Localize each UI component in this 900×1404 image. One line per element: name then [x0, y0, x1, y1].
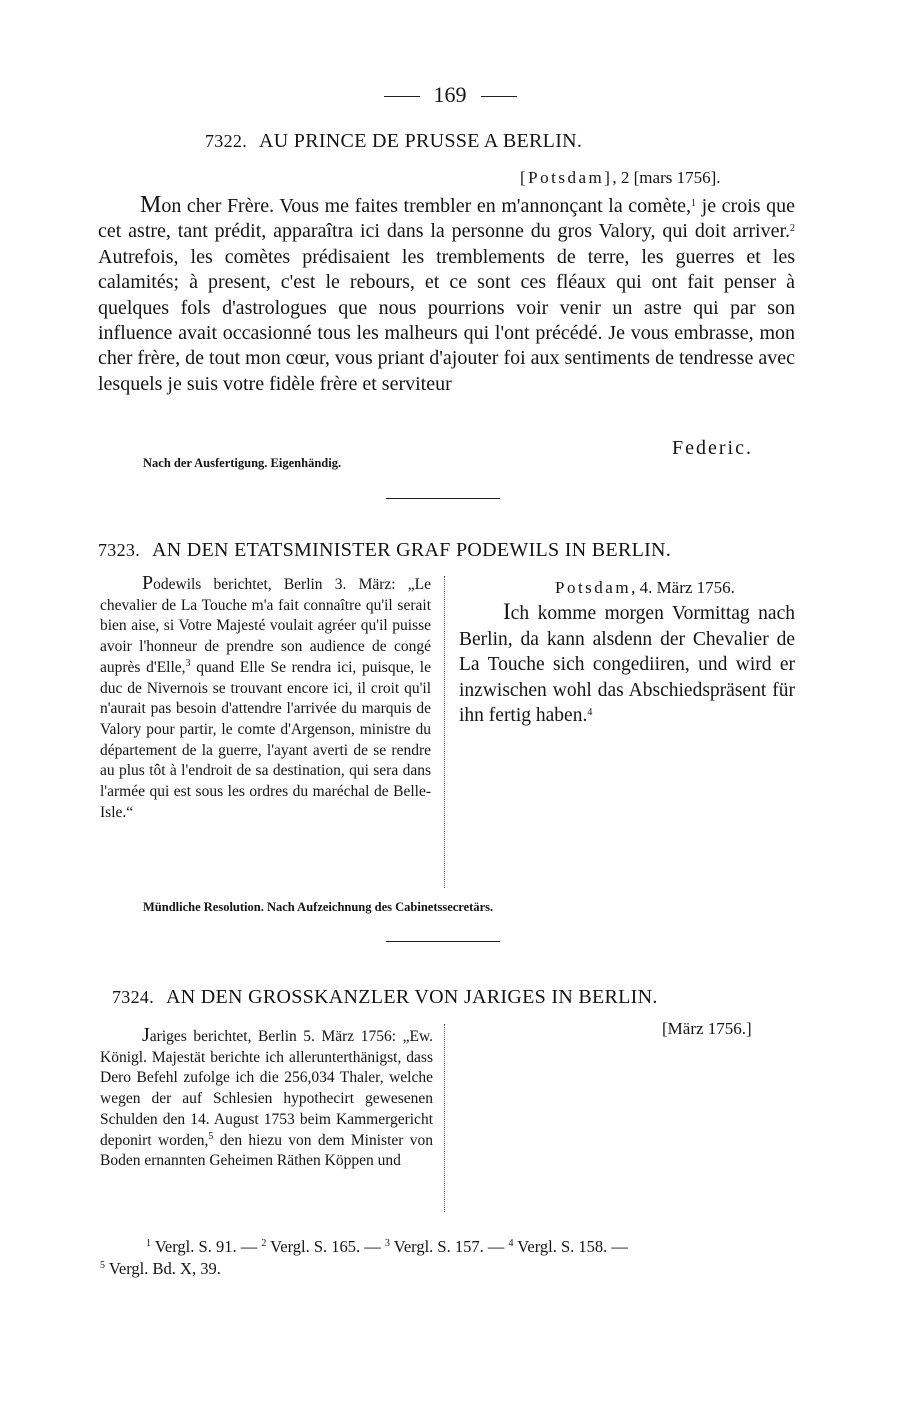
letter-7322-source-note: Nach der Ausfertigung. Eigenhändig. — [143, 456, 342, 470]
letter-7324-title: AN DEN GROSSKANZLER VON JARIGES IN BERLIN. — [166, 986, 658, 1008]
footnotes-line-1: $^1$ Vergl. S. 91. — $^2$ Vergl. S. 165. — $^3$ Vergl. S. 157. — $^4$ Vergl. S. 158. — — [146, 1237, 628, 1256]
footnote-ref-3: 3 — [185, 657, 191, 669]
letter-7322-dateline: [Potsdam], 2 [mars 1756]. — [520, 168, 721, 187]
letter-7323-reply: Ich komme morgen Vormittag nach Berlin, da kann alsdenn der Chevalier de La Touche sich congediiren, und wird er inzwischen wohl das Abschiedspräsent für ihn fertig haben.$^4$ — [459, 599, 795, 727]
letter-7322-body: Mon cher Frère. Vous me faites trembler en m'annonçant la comète,$^1$ je crois que cet astre, tant prédit, apparaîtra ici dans la personne du gros Valory, qui doit arriver.$^2$ Autrefois, les comètes prédisaient les tremblements de terre, les guerres et les calamités; à present, c'est le rebours, et ce sont ces fléaux qui ont fait penser à quelques fols d'astrologues que nous pourrions voir venir un astre qui par son influence avait occasionné tous les malheurs qui l'ont précédé. Je vous embrasse, mon cher frère, de tout mon cœur, vous priant d'ajouter foi aux sentiments de tendresse avec lesquels je suis votre fidèle frère et serviteur — [98, 192, 796, 395]
footnotes-line-2: $^5$ Vergl. Bd. X, 39. — [100, 1259, 221, 1278]
letter-7322-heading — [205, 130, 582, 153]
footnote-ref-2: 2 — [790, 223, 795, 235]
section-separator — [386, 941, 500, 942]
letter-7324-report: Jariges berichtet, Berlin 5. März 1756: „Ew. Königl. Majestät berichte ich allerunterthänigst, dass Dero Befehl zufolge ich die 256,034 Thaler, welche wegen der auf Schlesien hypothecirt gewesenen Schulden den 14. August 1753 beim Kammergericht deponirt worden,$^5$ den hiezu von dem Minister von Boden ernannten Geheimen Räthen Köppen und — [100, 1024, 434, 1170]
letter-7323-number: 7323. — [98, 540, 140, 560]
letter-7323-title: AN DEN ETATSMINISTER GRAF PODEWILS IN BERLIN. — [152, 539, 672, 561]
letter-7323-source-note: Mündliche Resolution. Nach Aufzeichnung des Cabinetssecretärs. — [143, 900, 494, 914]
footnote-ref-5: 5 — [208, 1130, 214, 1142]
footnote-ref-1: 1 — [691, 198, 697, 209]
letter-7324-dateline: [März 1756.] — [662, 1019, 752, 1038]
section-separator — [386, 498, 500, 499]
letter-7323-heading — [98, 539, 671, 562]
letter-7322-signature: Federic. — [672, 437, 753, 459]
letter-7322-title: AU PRINCE DE PRUSSE A BERLIN. — [259, 130, 583, 152]
letter-7324-number: 7324. — [112, 987, 154, 1007]
column-divider — [444, 576, 445, 888]
column-divider — [444, 1024, 445, 1212]
letter-7322-number: 7322. — [205, 131, 247, 151]
letter-7323-dateline: Potsdam, 4. März 1756. — [555, 578, 735, 597]
page-number-rule-right — [481, 96, 517, 97]
page-number-rule-left — [384, 96, 420, 97]
footnote-ref-4: 4 — [587, 707, 593, 719]
page-number: 169 — [0, 82, 900, 108]
letter-7324-heading — [112, 986, 658, 1009]
letter-7323-report: Podewils berichtet, Berlin 3. März: „Le chevalier de La Touche m'a fait connaître qu'il serait bien aise, si Votre Majesté voulait agréer qu'il puisse avoir l'honneur de prendre son audience de congé auprès d'Elle,$^3$ quand Elle Se rendra ici, puisque, le duc de Nivernois se trouvant encore ici, il croit qu'il n'aurait pas besoin d'attendre l'arrivée du marquis de Valory pour partir, le comte d'Argenson, ministre du département de la guerre, l'ayant averti de se rendre au plus tôt à l'endroit de sa destination, qui sera dans l'armée qui est sous les ordres du maréchal de Belle-Isle.“ — [100, 572, 431, 821]
